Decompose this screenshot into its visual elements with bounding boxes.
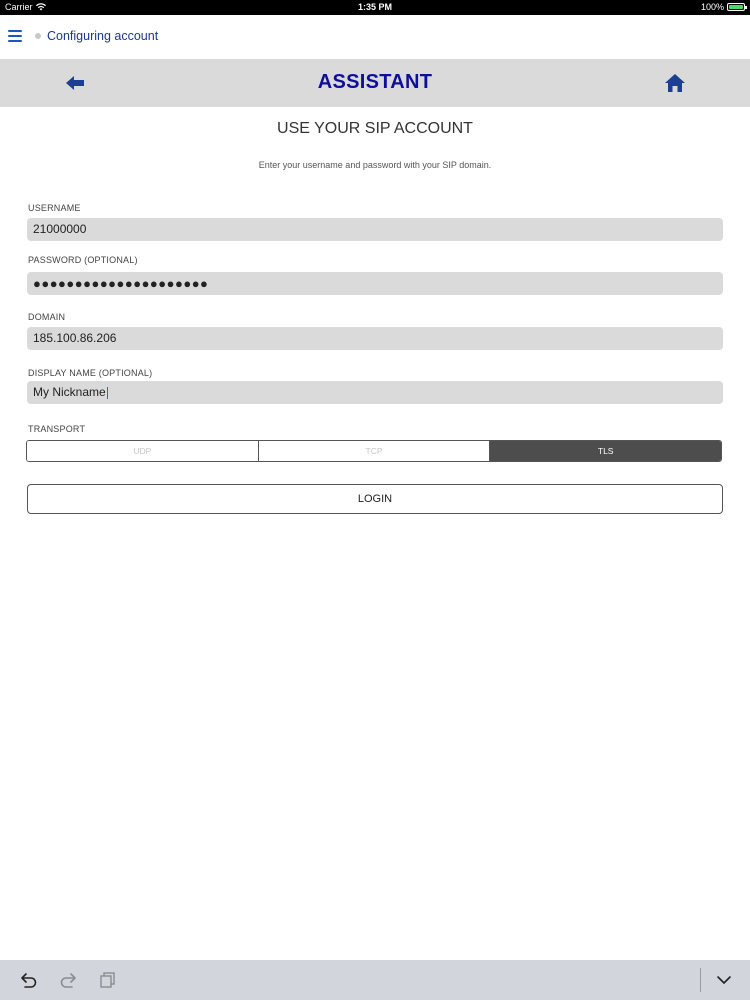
transport-option-tcp[interactable]: TCP	[259, 441, 491, 461]
username-label: USERNAME	[28, 203, 81, 213]
page-subtitle: Enter your username and password with your SIP domain.	[258, 160, 492, 170]
display-name-input[interactable]	[27, 381, 723, 404]
status-time: 1:35 PM	[357, 2, 392, 12]
login-button[interactable]: LOGIN	[27, 484, 723, 514]
undo-icon[interactable]	[20, 971, 38, 989]
battery-percent: 100%	[700, 2, 724, 12]
redo-icon[interactable]	[59, 971, 77, 989]
chevron-down-icon[interactable]	[715, 971, 733, 989]
breadcrumb-dot	[35, 33, 41, 39]
paste-icon[interactable]	[99, 971, 117, 989]
page-title: USE YOUR SIP ACCOUNT	[277, 120, 473, 137]
domain-label: DOMAIN	[28, 312, 66, 322]
home-icon[interactable]	[664, 72, 686, 94]
status-bar	[0, 0, 750, 15]
toolbar-divider	[700, 968, 701, 992]
assistant-title: ASSISTANT	[317, 71, 433, 93]
password-label: PASSWORD (OPTIONAL)	[28, 255, 138, 265]
domain-input[interactable]: 185.100.86.206	[27, 327, 723, 350]
battery-indicator	[701, 2, 745, 12]
display-name-value: My Nickname	[33, 385, 106, 399]
transport-segmented-control	[26, 440, 722, 462]
transport-label: TRANSPORT	[28, 424, 86, 434]
top-nav	[0, 15, 750, 59]
password-input[interactable]: ●●●●●●●●●●●●●●●●●●●●●	[27, 272, 723, 295]
text-caret	[107, 387, 108, 399]
display-name-label: DISPLAY NAME (OPTIONAL)	[28, 368, 153, 378]
assistant-header	[0, 59, 750, 107]
username-input[interactable]: 21000000	[27, 218, 723, 241]
menu-icon[interactable]	[8, 30, 22, 42]
transport-option-tls[interactable]: TLS	[490, 441, 721, 461]
transport-option-udp[interactable]: UDP	[27, 441, 259, 461]
keyboard-shortcut-bar	[0, 960, 750, 1000]
breadcrumb: Configuring account	[47, 29, 159, 43]
battery-icon	[727, 3, 745, 11]
carrier-label: Carrier	[5, 2, 33, 12]
